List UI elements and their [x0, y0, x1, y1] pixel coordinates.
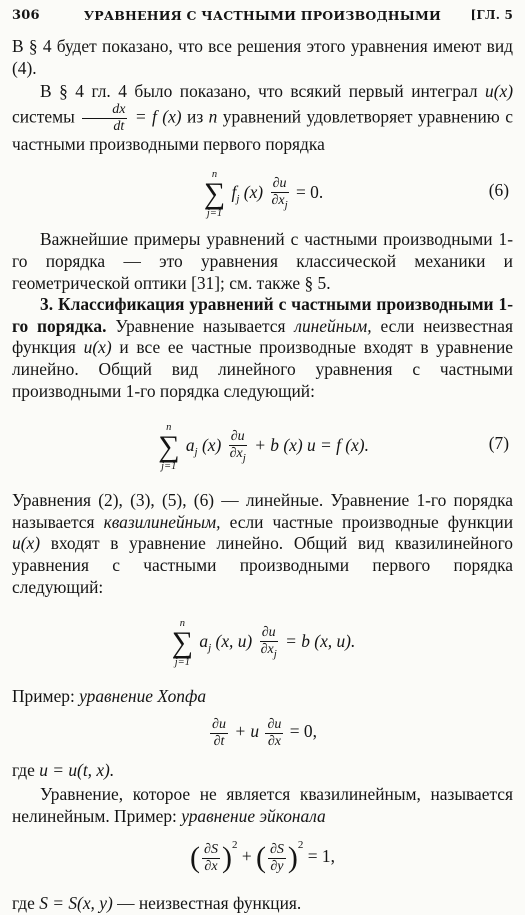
where-u: где u = u(t, x). — [12, 759, 115, 780]
running-header — [12, 8, 513, 30]
page-number: 306 — [12, 8, 40, 23]
equation-hopf: $\frac{\partial u}{\partial t}$ + u $\frac{\partial u}{\partial x}$ = 0, — [212, 716, 317, 749]
page-body — [12, 36, 513, 915]
section-3-heading: 3. Классификация уравнений с частными производными 1-го порядка. — [12, 294, 513, 336]
equation-7: n ∑ j=1 $a_j$ (x) $\frac{\partial u}{\partial x_j}$ + b (x) u = f (x). (7) — [158, 422, 509, 473]
fraction-dx-dt: $\frac{dx}{dt}$ — [82, 103, 127, 134]
equation-quasilinear: n ∑ j=1 $a_j$ (x, u) $\frac{\partial u}{\partial x_j}$ = b (x, u). — [171, 618, 356, 669]
equation-6: n ∑ j=1 $f_j$ (x) $\frac{\partial u}{\partial x_j}$ = 0. (6) — [203, 169, 509, 220]
paragraph-3: Важнейшие примеры уравнений с частными производными 1-го порядка — это уравнения классической механики и геометрической оптики [31]; см. также § 5. — [12, 229, 513, 293]
paragraph-5: Уравнения (2), (3), (5), (6) — линейные. Уравнение 1-го порядка называется квазилинейным, если частные производные функции u(x) входят в уравнение линейно. Общий вид квазилинейного уравнения с частными производными первого порядка следующий: — [12, 490, 513, 597]
equation-eikonal: ( $\frac{\partial S}{\partial x}$ )$^2$ + ( $\frac{\partial S}{\partial y}$ )$^2$ = 1, — [190, 839, 335, 875]
equation-number-7: (7) — [488, 433, 509, 454]
paragraph-1: В § 4 будет показано, что все решения этого уравнения имеют вид (4). — [12, 36, 513, 78]
chapter-marker: [ГЛ. 5 — [470, 8, 513, 22]
running-title: УРАВНЕНИЯ С ЧАСТНЫМИ ПРОИЗВОДНЫМИ — [83, 8, 442, 23]
example-hopf: Пример: уравнение Хопфа — [12, 686, 207, 707]
paragraph-2: В § 4 гл. 4 было показано, что всякий первый интеграл u(x) системы $\frac{dx}{dt}$ = f (x) из n уравнений удовлетворяет уравнению с частными производными первого порядка — [12, 81, 514, 154]
paragraph-7: Уравнение, которое не является квазилинейным, называется нелинейным. Пример: уравнение эйконала — [12, 784, 513, 826]
where-S: где S = S(x, y) — неизвестная функция. — [12, 893, 302, 914]
equation-number-6: (6) — [488, 180, 509, 201]
section-3-paragraph: 3. Классификация уравнений с частными производными 1-го порядка. Уравнение называется линейным, если неизвестная функция u(x) и все ее частные производные входят в уравнение линейно. Общий вид линейного уравнения с частными производными 1-го порядка следующий: — [12, 294, 514, 401]
sum-symbol: n ∑ j=1 — [203, 169, 226, 220]
